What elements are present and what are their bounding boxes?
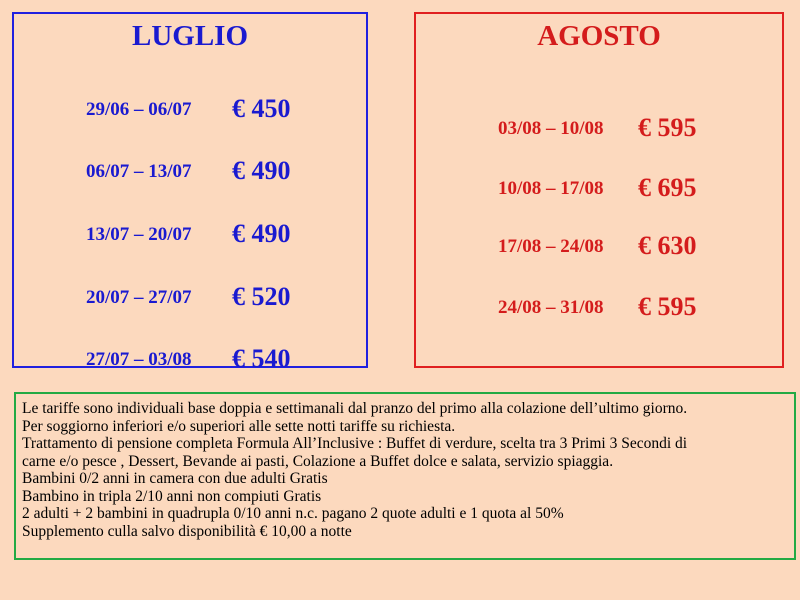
period-price: € 540 [232, 344, 291, 373]
luglio-price-row [14, 90, 366, 124]
period-dates: 03/08 – 10/08 [498, 118, 604, 139]
terms-notes-list [16, 394, 794, 540]
period-dates: 20/07 – 27/07 [86, 287, 192, 308]
agosto-title: AGOSTO [537, 20, 661, 52]
period-price: € 630 [638, 231, 697, 260]
luglio-price-row [14, 152, 366, 186]
period-dates: 17/08 – 24/08 [498, 236, 604, 257]
period-dates: 06/07 – 13/07 [86, 161, 192, 182]
note-line: Bambini 0/2 anni in camera con due adulti Gratis [22, 470, 328, 487]
period-price: € 490 [232, 156, 291, 185]
period-price: € 490 [232, 219, 291, 248]
period-price: € 450 [232, 94, 291, 123]
luglio-price-box [12, 12, 368, 373]
period-dates: 10/08 – 17/08 [498, 178, 604, 199]
luglio-price-row [14, 340, 366, 374]
luglio-title: LUGLIO [131, 20, 249, 52]
note-line: Trattamento di pensione completa Formula All’Inclusive : Buffet di verdure, scelta tra 3 Primi 3 Secondi di [22, 435, 688, 452]
period-dates: 24/08 – 31/08 [498, 297, 604, 318]
period-price: € 595 [638, 292, 697, 321]
agosto-price-row [416, 169, 782, 203]
agosto-price-row [416, 109, 782, 143]
note-line: Le tariffe sono individuali base doppia e settimanali dal pranzo del primo alla colazione dell’ultimo giorno. [22, 400, 688, 417]
terms-notes-box [14, 392, 796, 560]
period-price: € 595 [638, 113, 697, 142]
luglio-price-row [14, 278, 366, 312]
agosto-price-row [416, 288, 782, 322]
period-price: € 695 [638, 173, 697, 202]
agosto-price-box [414, 12, 784, 368]
note-line: Supplemento culla salvo disponibilità € 10,00 a notte [22, 522, 352, 540]
luglio-price-row [14, 215, 366, 249]
note-line: Bambino in tripla 2/10 anni non compiuti Gratis [22, 487, 322, 505]
note-line: Per soggiorno inferiori e/o superiori alle sette notti tariffe su richiesta. [22, 417, 456, 435]
period-dates: 29/06 – 06/07 [86, 99, 192, 120]
agosto-price-row [416, 227, 782, 261]
period-dates: 27/07 – 03/08 [86, 349, 192, 370]
period-price: € 520 [232, 282, 291, 311]
period-dates: 13/07 – 20/07 [86, 224, 192, 245]
note-line: carne e/o pesce , Dessert, Bevande ai pasti, Colazione a Buffet dolce e salata, servizio spiaggia. [22, 452, 614, 470]
note-line: 2 adulti + 2 bambini in quadrupla 0/10 anni n.c. pagano 2 quote adulti e 1 quota al 50% [22, 505, 564, 522]
